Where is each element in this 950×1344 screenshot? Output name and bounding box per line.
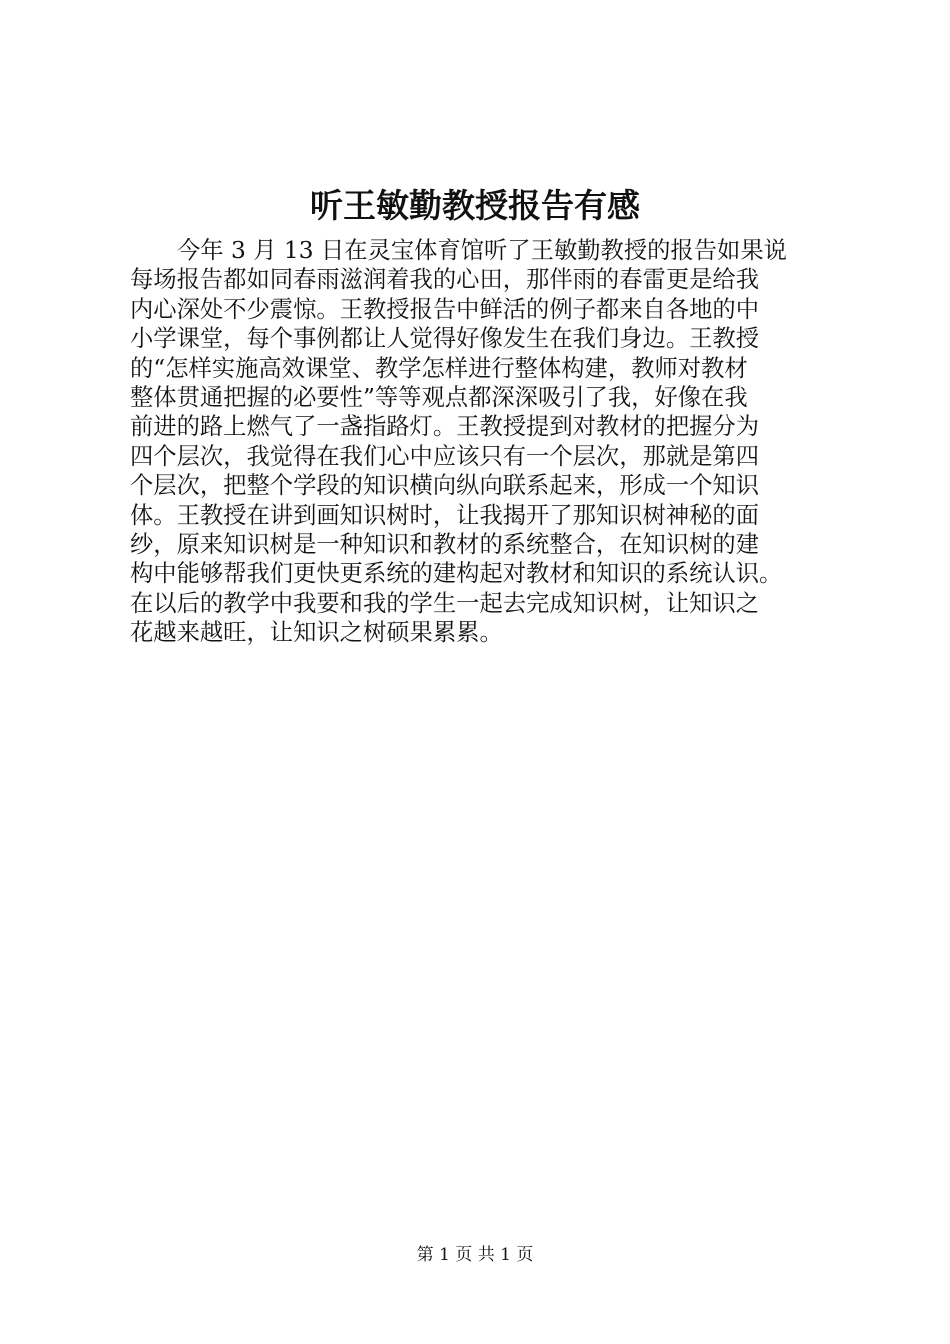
body-line: 每场报告都如同春雨滋润着我的心田，那伴雨的春雷更是给我 (130, 266, 760, 294)
body-line: 整体贯通把握的必要性”等等观点都深深吸引了我，好像在我 (130, 383, 748, 411)
document-body (130, 236, 835, 647)
body-line: 体。王教授在讲到画知识树时，让我揭开了那知识树神秘的面 (130, 501, 760, 529)
body-line: 内心深处不少震惊。王教授报告中鲜活的例子都来自各地的中 (130, 295, 760, 323)
body-line: 四个层次，我觉得在我们心中应该只有一个层次，那就是第四 (130, 442, 760, 470)
body-line: 在以后的教学中我要和我的学生一起去完成知识树，让知识之 (130, 589, 760, 617)
body-line: 纱，原来知识树是一种知识和教材的系统整合，在知识树的建 (130, 530, 760, 558)
body-line: 个层次，把整个学段的知识横向纵向联系起来，形成一个知识 (130, 472, 760, 500)
body-line: 的“怎样实施高效课堂、教学怎样进行整体构建，教师对教材 (130, 354, 748, 382)
body-line: 今年 3 月 13 日在灵宝体育馆听了王敏勤教授的报告如果说 (177, 237, 787, 264)
body-line: 前进的路上燃气了一盏指路灯。王教授提到对教材的把握分为 (130, 413, 760, 441)
body-line: 小学课堂，每个事例都让人觉得好像发生在我们身边。王教授 (130, 325, 760, 353)
body-line: 构中能够帮我们更快更系统的建构起对教材和知识的系统认识。 (130, 560, 783, 588)
page-number-footer: 第 1 页 共 1 页 (416, 1245, 534, 1265)
body-line: 花越来越旺，让知识之树硕果累累。 (130, 619, 503, 647)
document-title: 听王敏勤教授报告有感 (310, 186, 640, 225)
